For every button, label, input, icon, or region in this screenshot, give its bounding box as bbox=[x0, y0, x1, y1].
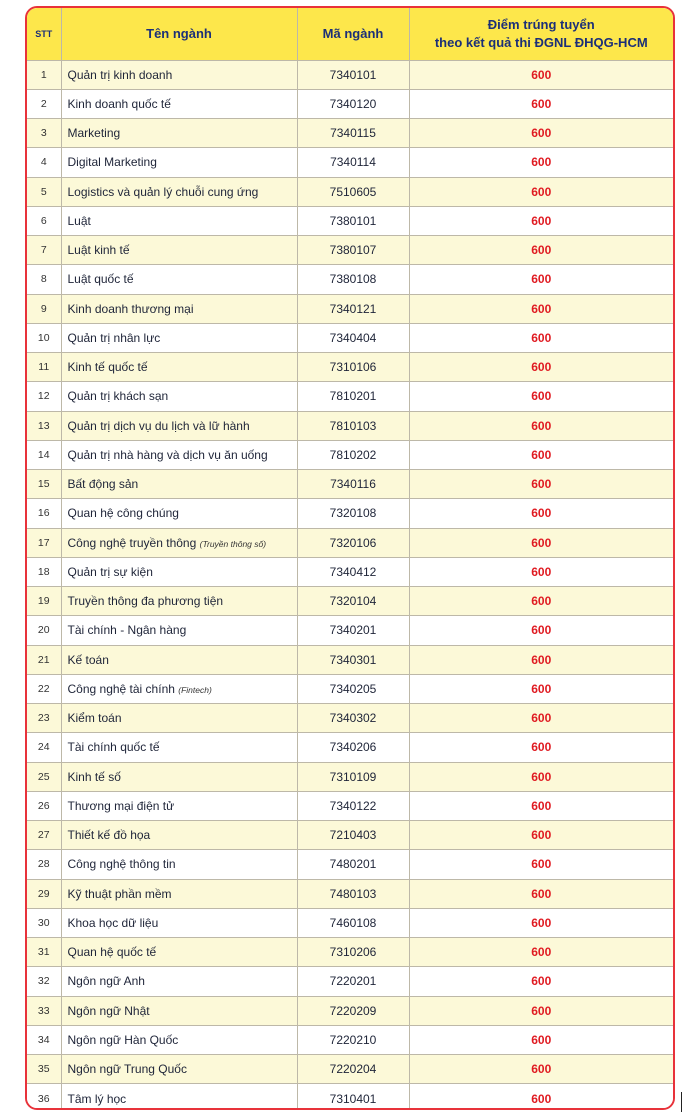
table-row bbox=[27, 1025, 673, 1054]
row-admission-score: 600 bbox=[409, 821, 673, 850]
row-major-code: 7810103 bbox=[297, 411, 409, 440]
table-row bbox=[27, 440, 673, 469]
row-admission-score: 600 bbox=[409, 89, 673, 118]
row-major-code: 7320104 bbox=[297, 587, 409, 616]
row-admission-score: 600 bbox=[409, 616, 673, 645]
row-stt: 25 bbox=[27, 762, 61, 791]
row-major-name-cell bbox=[61, 645, 297, 674]
table-row bbox=[27, 557, 673, 586]
row-admission-score: 600 bbox=[409, 119, 673, 148]
row-stt: 2 bbox=[27, 89, 61, 118]
header-admission-score bbox=[409, 8, 673, 60]
row-major-code: 7340101 bbox=[297, 60, 409, 89]
row-major-code: 7310401 bbox=[297, 1084, 409, 1110]
table-row bbox=[27, 353, 673, 382]
table-row bbox=[27, 704, 673, 733]
table-row bbox=[27, 879, 673, 908]
row-major-name-cell bbox=[61, 996, 297, 1025]
row-stt: 5 bbox=[27, 177, 61, 206]
row-admission-score: 600 bbox=[409, 411, 673, 440]
row-major-name-cell bbox=[61, 616, 297, 645]
admissions-score-table bbox=[27, 8, 673, 1110]
row-major-code: 7320106 bbox=[297, 528, 409, 557]
row-major-name-cell bbox=[61, 440, 297, 469]
row-major-code: 7340116 bbox=[297, 470, 409, 499]
row-stt: 29 bbox=[27, 879, 61, 908]
table-body bbox=[27, 60, 673, 1110]
row-major-name-cell bbox=[61, 674, 297, 703]
row-major-name-cell bbox=[61, 879, 297, 908]
row-major-note: (Fintech) bbox=[178, 684, 212, 695]
row-major-name: Kỹ thuật phần mềm bbox=[67, 886, 172, 901]
row-admission-score: 600 bbox=[409, 587, 673, 616]
row-stt: 9 bbox=[27, 294, 61, 323]
row-admission-score: 600 bbox=[409, 382, 673, 411]
row-stt: 32 bbox=[27, 967, 61, 996]
row-admission-score: 600 bbox=[409, 996, 673, 1025]
row-major-name: Tâm lý học bbox=[67, 1091, 127, 1106]
row-major-name: Quản trị sự kiện bbox=[67, 564, 153, 579]
row-major-name: Quản trị nhân lực bbox=[67, 330, 161, 345]
table-row bbox=[27, 645, 673, 674]
row-admission-score: 600 bbox=[409, 353, 673, 382]
row-stt: 18 bbox=[27, 557, 61, 586]
row-major-name-cell bbox=[61, 265, 297, 294]
row-major-name-cell bbox=[61, 1055, 297, 1084]
row-stt: 8 bbox=[27, 265, 61, 294]
row-major-name-cell bbox=[61, 470, 297, 499]
row-major-code: 7340201 bbox=[297, 616, 409, 645]
row-major-name-cell bbox=[61, 850, 297, 879]
header-score-line2: theo kết quả thi ĐGNL ĐHQG-HCM bbox=[434, 34, 648, 50]
row-major-name: Ngôn ngữ Trung Quốc bbox=[67, 1062, 187, 1077]
table-row bbox=[27, 60, 673, 89]
row-admission-score: 600 bbox=[409, 938, 673, 967]
row-major-name-cell bbox=[61, 967, 297, 996]
row-major-code: 7220209 bbox=[297, 996, 409, 1025]
row-major-name: Logistics và quản lý chuỗi cung ứng bbox=[67, 184, 259, 199]
row-admission-score: 600 bbox=[409, 879, 673, 908]
row-major-code: 7480201 bbox=[297, 850, 409, 879]
row-admission-score: 600 bbox=[409, 645, 673, 674]
row-stt: 7 bbox=[27, 236, 61, 265]
row-major-name: Quản trị khách sạn bbox=[67, 389, 169, 404]
row-admission-score: 600 bbox=[409, 967, 673, 996]
row-stt: 6 bbox=[27, 206, 61, 235]
row-major-code: 7340302 bbox=[297, 704, 409, 733]
row-major-code: 7310106 bbox=[297, 353, 409, 382]
table-row bbox=[27, 265, 673, 294]
row-stt: 12 bbox=[27, 382, 61, 411]
row-major-name: Luật bbox=[67, 213, 91, 228]
row-major-code: 7380108 bbox=[297, 265, 409, 294]
row-major-name-cell bbox=[61, 704, 297, 733]
row-major-code: 7380107 bbox=[297, 236, 409, 265]
row-major-code: 7340121 bbox=[297, 294, 409, 323]
row-stt: 19 bbox=[27, 587, 61, 616]
row-stt: 14 bbox=[27, 440, 61, 469]
row-major-name: Quan hệ công chúng bbox=[67, 506, 179, 521]
row-admission-score: 600 bbox=[409, 206, 673, 235]
table-row bbox=[27, 206, 673, 235]
row-major-code: 7220210 bbox=[297, 1025, 409, 1054]
row-stt: 16 bbox=[27, 499, 61, 528]
row-major-name: Công nghệ tài chính bbox=[67, 681, 175, 696]
row-major-code: 7340205 bbox=[297, 674, 409, 703]
row-major-name-cell bbox=[61, 119, 297, 148]
row-major-name: Kiểm toán bbox=[67, 711, 122, 726]
table-row bbox=[27, 470, 673, 499]
row-major-name-cell bbox=[61, 323, 297, 352]
table-header bbox=[27, 8, 673, 60]
table-row bbox=[27, 762, 673, 791]
table-row bbox=[27, 908, 673, 937]
row-major-name-cell bbox=[61, 733, 297, 762]
row-major-code: 7340412 bbox=[297, 557, 409, 586]
row-major-name: Khoa học dữ liệu bbox=[67, 915, 159, 930]
row-major-name-cell bbox=[61, 294, 297, 323]
table-row bbox=[27, 411, 673, 440]
row-admission-score: 600 bbox=[409, 733, 673, 762]
row-stt: 17 bbox=[27, 528, 61, 557]
admissions-table-frame bbox=[25, 6, 675, 1110]
row-major-name-cell bbox=[61, 791, 297, 820]
row-major-code: 7810202 bbox=[297, 440, 409, 469]
row-major-code: 7460108 bbox=[297, 908, 409, 937]
row-major-code: 7210403 bbox=[297, 821, 409, 850]
row-major-code: 7340122 bbox=[297, 791, 409, 820]
row-major-name: Digital Marketing bbox=[67, 155, 157, 170]
row-admission-score: 600 bbox=[409, 265, 673, 294]
table-row bbox=[27, 323, 673, 352]
row-admission-score: 600 bbox=[409, 236, 673, 265]
row-admission-score: 600 bbox=[409, 470, 673, 499]
table-row bbox=[27, 587, 673, 616]
row-stt: 13 bbox=[27, 411, 61, 440]
header-major-name: Tên ngành bbox=[61, 8, 297, 60]
row-major-name-cell bbox=[61, 499, 297, 528]
row-major-name-cell bbox=[61, 177, 297, 206]
table-row bbox=[27, 528, 673, 557]
table-row bbox=[27, 119, 673, 148]
row-major-name: Kinh tế số bbox=[67, 769, 121, 784]
row-major-name-cell bbox=[61, 353, 297, 382]
table-row bbox=[27, 1084, 673, 1110]
row-stt: 31 bbox=[27, 938, 61, 967]
row-major-name-cell bbox=[61, 528, 297, 557]
row-major-name-cell bbox=[61, 821, 297, 850]
row-major-name: Ngôn ngữ Anh bbox=[67, 974, 145, 989]
row-admission-score: 600 bbox=[409, 528, 673, 557]
table-row bbox=[27, 148, 673, 177]
table-row bbox=[27, 382, 673, 411]
row-major-code: 7480103 bbox=[297, 879, 409, 908]
row-major-name-cell bbox=[61, 587, 297, 616]
row-major-name: Quản trị dịch vụ du lịch và lữ hành bbox=[67, 418, 250, 433]
row-admission-score: 600 bbox=[409, 674, 673, 703]
table-row bbox=[27, 1055, 673, 1084]
row-admission-score: 600 bbox=[409, 499, 673, 528]
row-major-name-cell bbox=[61, 411, 297, 440]
row-admission-score: 600 bbox=[409, 791, 673, 820]
table-row bbox=[27, 996, 673, 1025]
row-admission-score: 600 bbox=[409, 1055, 673, 1084]
row-major-code: 7380101 bbox=[297, 206, 409, 235]
row-major-name-cell bbox=[61, 908, 297, 937]
row-major-name-cell bbox=[61, 89, 297, 118]
row-stt: 21 bbox=[27, 645, 61, 674]
row-major-code: 7340404 bbox=[297, 323, 409, 352]
row-stt: 27 bbox=[27, 821, 61, 850]
row-stt: 28 bbox=[27, 850, 61, 879]
row-stt: 15 bbox=[27, 470, 61, 499]
row-admission-score: 600 bbox=[409, 440, 673, 469]
row-major-name-cell bbox=[61, 1025, 297, 1054]
row-major-name: Ngôn ngữ Nhật bbox=[67, 1003, 150, 1018]
row-admission-score: 600 bbox=[409, 762, 673, 791]
row-stt: 22 bbox=[27, 674, 61, 703]
row-admission-score: 600 bbox=[409, 1084, 673, 1110]
row-major-name: Kinh tế quốc tế bbox=[67, 360, 148, 375]
row-stt: 36 bbox=[27, 1084, 61, 1110]
row-major-name: Quản trị kinh doanh bbox=[67, 67, 173, 82]
row-major-name: Tài chính - Ngân hàng bbox=[67, 623, 187, 638]
text-cursor bbox=[681, 1092, 682, 1112]
table-row bbox=[27, 791, 673, 820]
row-major-name-cell bbox=[61, 1084, 297, 1110]
row-stt: 20 bbox=[27, 616, 61, 645]
row-major-name: Luật quốc tế bbox=[67, 272, 134, 287]
row-admission-score: 600 bbox=[409, 177, 673, 206]
row-stt: 24 bbox=[27, 733, 61, 762]
row-major-name: Thiết kế đồ họa bbox=[67, 828, 151, 843]
row-major-name: Công nghệ thông tin bbox=[67, 857, 176, 872]
row-major-name-cell bbox=[61, 557, 297, 586]
row-admission-score: 600 bbox=[409, 908, 673, 937]
table-row bbox=[27, 177, 673, 206]
row-stt: 10 bbox=[27, 323, 61, 352]
row-major-code: 7810201 bbox=[297, 382, 409, 411]
table-row bbox=[27, 294, 673, 323]
row-major-note: (Truyền thông số) bbox=[199, 538, 267, 549]
header-stt: STT bbox=[35, 28, 53, 39]
row-major-code: 7340115 bbox=[297, 119, 409, 148]
row-admission-score: 600 bbox=[409, 1025, 673, 1054]
row-major-code: 7340206 bbox=[297, 733, 409, 762]
table-row bbox=[27, 89, 673, 118]
table-row bbox=[27, 674, 673, 703]
table-row bbox=[27, 967, 673, 996]
row-major-name: Luật kinh tế bbox=[67, 243, 130, 258]
row-major-name: Quản trị nhà hàng và dịch vụ ăn uống bbox=[67, 447, 268, 462]
row-major-name: Thương mại điện tử bbox=[67, 798, 175, 813]
row-major-name-cell bbox=[61, 236, 297, 265]
row-major-name-cell bbox=[61, 938, 297, 967]
row-major-name: Kinh doanh thương mại bbox=[67, 301, 194, 316]
row-major-code: 7320108 bbox=[297, 499, 409, 528]
row-major-name: Kinh doanh quốc tế bbox=[67, 96, 171, 111]
header-score-line1: Điểm trúng tuyển bbox=[487, 17, 595, 33]
row-major-code: 7220204 bbox=[297, 1055, 409, 1084]
table-row bbox=[27, 821, 673, 850]
row-stt: 3 bbox=[27, 119, 61, 148]
header-row bbox=[27, 8, 673, 60]
row-major-name: Kế toán bbox=[67, 652, 109, 667]
table-row bbox=[27, 616, 673, 645]
row-major-name: Ngôn ngữ Hàn Quốc bbox=[67, 1032, 179, 1047]
row-major-name-cell bbox=[61, 762, 297, 791]
row-major-code: 7220201 bbox=[297, 967, 409, 996]
row-major-name: Bất động sản bbox=[67, 477, 139, 492]
row-major-name: Truyền thông đa phương tiện bbox=[67, 594, 224, 609]
row-major-name-cell bbox=[61, 60, 297, 89]
row-admission-score: 600 bbox=[409, 294, 673, 323]
row-stt: 30 bbox=[27, 908, 61, 937]
row-major-name-cell bbox=[61, 382, 297, 411]
row-admission-score: 600 bbox=[409, 60, 673, 89]
row-admission-score: 600 bbox=[409, 704, 673, 733]
row-major-name-cell bbox=[61, 206, 297, 235]
row-major-code: 7340114 bbox=[297, 148, 409, 177]
row-stt: 34 bbox=[27, 1025, 61, 1054]
table-row bbox=[27, 938, 673, 967]
row-major-name: Marketing bbox=[67, 126, 121, 141]
table-row bbox=[27, 733, 673, 762]
row-stt: 23 bbox=[27, 704, 61, 733]
row-major-name: Công nghệ truyền thông bbox=[67, 535, 197, 550]
row-major-name-cell bbox=[61, 148, 297, 177]
row-major-name: Tài chính quốc tế bbox=[67, 740, 160, 755]
row-major-code: 7340301 bbox=[297, 645, 409, 674]
row-major-code: 7340120 bbox=[297, 89, 409, 118]
row-stt: 4 bbox=[27, 148, 61, 177]
table-row bbox=[27, 499, 673, 528]
row-admission-score: 600 bbox=[409, 557, 673, 586]
row-admission-score: 600 bbox=[409, 323, 673, 352]
row-admission-score: 600 bbox=[409, 850, 673, 879]
row-major-name: Quan hệ quốc tế bbox=[67, 945, 157, 960]
table-row bbox=[27, 236, 673, 265]
row-stt: 26 bbox=[27, 791, 61, 820]
row-stt: 33 bbox=[27, 996, 61, 1025]
row-major-code: 7310206 bbox=[297, 938, 409, 967]
row-stt: 1 bbox=[27, 60, 61, 89]
row-major-code: 7510605 bbox=[297, 177, 409, 206]
row-stt: 35 bbox=[27, 1055, 61, 1084]
row-stt: 11 bbox=[27, 353, 61, 382]
row-admission-score: 600 bbox=[409, 148, 673, 177]
table-row bbox=[27, 850, 673, 879]
row-major-code: 7310109 bbox=[297, 762, 409, 791]
header-major-code: Mã ngành bbox=[297, 8, 409, 60]
